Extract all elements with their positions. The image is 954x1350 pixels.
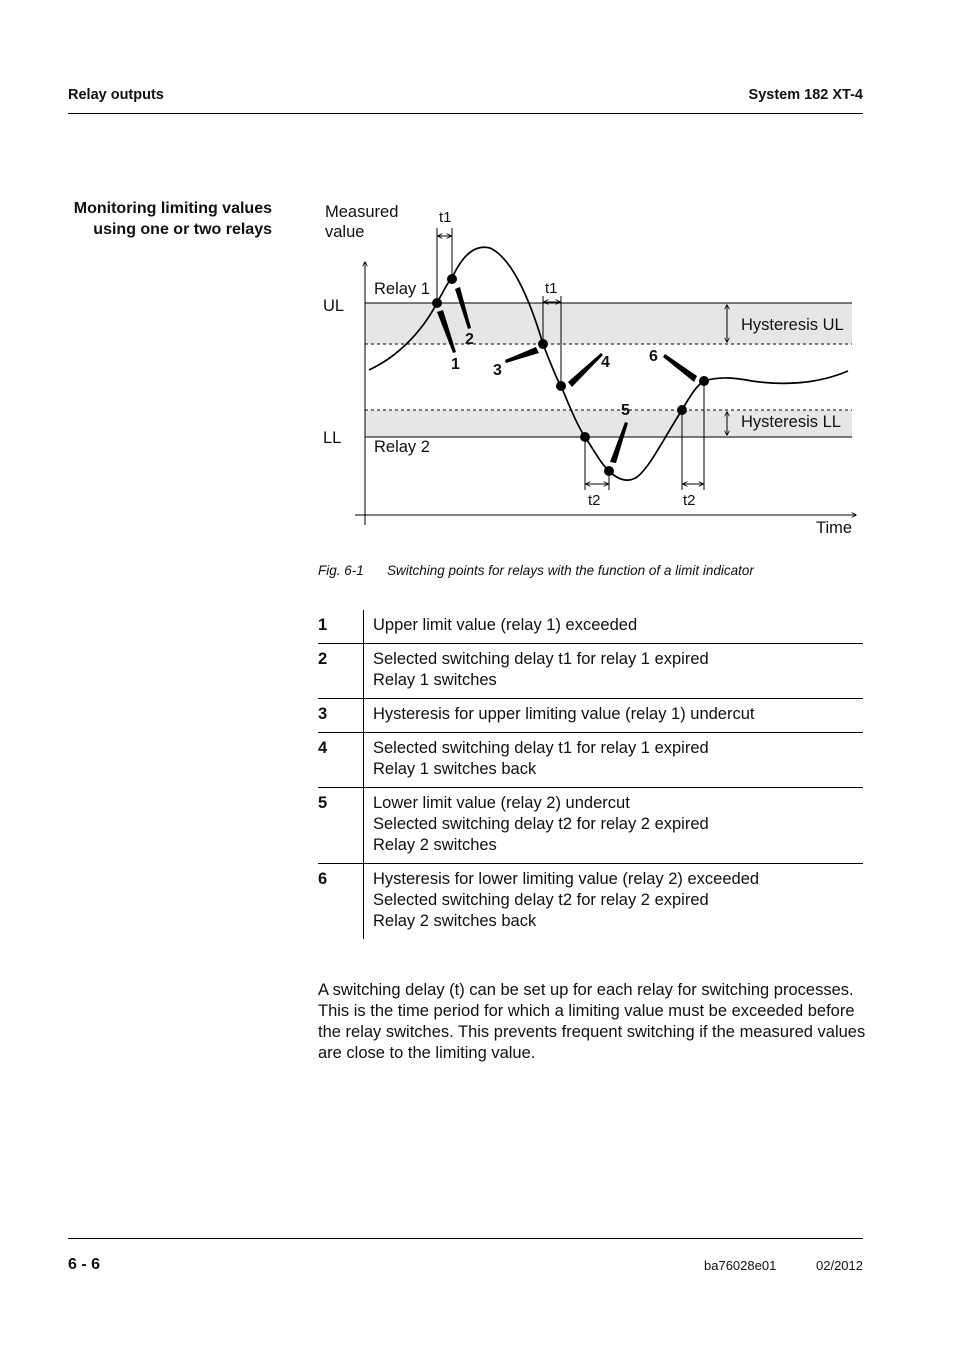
legend-row (318, 864, 863, 940)
legend-description-line: Relay 2 switches (373, 836, 497, 854)
pointer-6 (663, 354, 697, 382)
legend-description (364, 699, 864, 733)
legend-description-line: Selected switching delay t2 for relay 2 expired (373, 891, 709, 909)
legend-row (318, 733, 863, 788)
ul-label: UL (323, 297, 345, 315)
x-axis-label: Time (816, 519, 853, 537)
page-number: 6 - 6 (68, 1256, 101, 1273)
legend-description-line: Selected switching delay t1 for relay 1 expired (373, 650, 709, 668)
figure-caption-text: Switching points for relays with the function of a limit indicator (387, 563, 754, 578)
legend-number: 4 (318, 733, 364, 788)
hysteresis-ul-label: Hysteresis UL (741, 316, 844, 334)
relay1-label: Relay 1 (374, 280, 430, 298)
switching-point-1 (432, 298, 442, 308)
legend-number: 1 (318, 610, 364, 644)
document-code: ba76028e01 (704, 1258, 777, 1273)
y-axis-label-line2: value (325, 223, 365, 241)
legend-number: 6 (318, 864, 364, 940)
legend-description-line: Relay 2 switches back (373, 912, 537, 930)
legend-number: 2 (318, 644, 364, 699)
relay-switching-diagram (300, 190, 870, 550)
switching-point-3 (538, 339, 548, 349)
marker-label-6: 6 (649, 348, 658, 365)
legend-description-line: Hysteresis for lower limiting value (relay 2) exceeded (373, 870, 760, 888)
legend-description-line: Relay 1 switches back (373, 760, 537, 778)
legend-description-line: Relay 1 switches (373, 671, 497, 689)
legend-description-line: Hysteresis for upper limiting value (relay 1) undercut (373, 705, 755, 723)
y-axis-label-line1: Measured (325, 203, 399, 221)
marker-label-1: 1 (451, 356, 460, 373)
header-rule (68, 113, 863, 114)
legend-row (318, 610, 863, 644)
t2-label-down: t2 (588, 492, 601, 509)
document-date: 02/2012 (816, 1258, 863, 1273)
body-paragraph: A switching delay (t) can be set up for each relay for switching processes. This is the time period for which a limiting value must be exceeded before the relay switches. This prevents frequent switching if the measured values are close to the limiting value. (318, 981, 866, 1062)
legend-description (364, 733, 864, 788)
legend-row (318, 699, 863, 733)
switching-point-4 (556, 381, 566, 391)
switching-point-6b (699, 376, 709, 386)
switching-point-5b (604, 466, 614, 476)
legend-number: 5 (318, 788, 364, 864)
legend-number: 3 (318, 699, 364, 733)
figure-number: Fig. 6-1 (318, 563, 364, 578)
legend-table (318, 610, 863, 939)
switching-point-5a (580, 432, 590, 442)
footer-rule (68, 1238, 863, 1239)
switching-point-2 (447, 274, 457, 284)
legend-row (318, 644, 863, 699)
ll-label: LL (323, 429, 342, 447)
legend-description-line: Upper limit value (relay 1) exceeded (373, 616, 638, 634)
hysteresis-ll-label: Hysteresis LL (741, 413, 841, 431)
header-product-name: System 182 XT-4 (748, 87, 863, 103)
legend-row (318, 788, 863, 864)
t1-label-down: t1 (545, 280, 558, 297)
marker-label-2: 2 (465, 331, 474, 348)
t2-label-up: t2 (683, 492, 696, 509)
legend-description-line: Selected switching delay t1 for relay 1 expired (373, 739, 709, 757)
legend-description (364, 644, 864, 699)
switching-point-6a (677, 405, 687, 415)
pointer-4 (568, 353, 603, 387)
legend-description-line: Lower limit value (relay 2) undercut (373, 794, 630, 812)
legend-description (364, 864, 864, 940)
figure-caption (318, 563, 754, 578)
marker-label-4: 4 (601, 354, 610, 371)
header-section-title: Relay outputs (68, 87, 164, 103)
relay2-label: Relay 2 (374, 438, 430, 456)
legend-description-line: Selected switching delay t2 for relay 2 expired (373, 815, 709, 833)
marker-label-3: 3 (493, 362, 502, 379)
t1-label-up: t1 (439, 209, 452, 226)
marker-label-5: 5 (621, 402, 630, 419)
legend-description (364, 788, 864, 864)
pointer-3 (505, 347, 539, 363)
legend-description (364, 610, 864, 644)
side-heading: Monitoring limiting values using one or two relays (73, 200, 272, 238)
